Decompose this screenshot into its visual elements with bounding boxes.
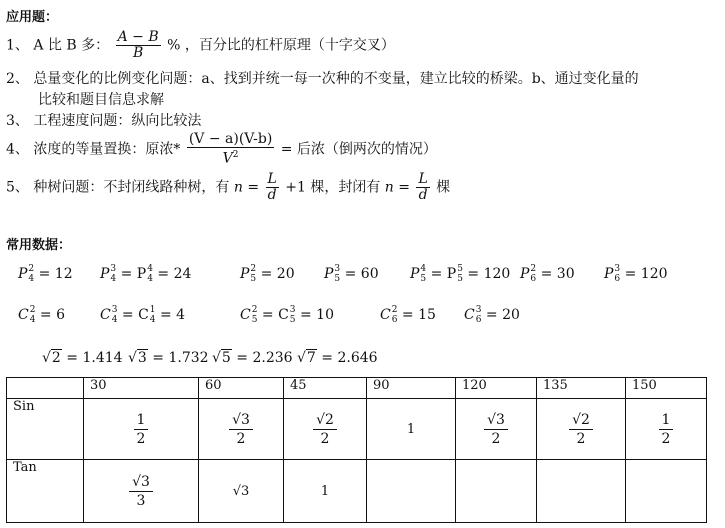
- perm-5-letter: P: [520, 266, 530, 282]
- combination-item: [464, 305, 520, 325]
- sin-cell-numerator: √2: [313, 411, 337, 430]
- item-4-prefix: 浓度的等量置换：原浓*: [33, 141, 181, 158]
- item-3-text: 工程速度问题：纵向比较法: [33, 113, 202, 129]
- sin-cell-denominator: 2: [236, 430, 246, 447]
- perm-2-letter: P: [240, 266, 250, 282]
- comb-4-superscript: 3: [475, 305, 482, 315]
- item-2-line-1: 总量变化的比例变化问题：a、找到并统一每一次种的不变量，建立比较的桥梁。b、通过变化量的: [33, 71, 639, 87]
- combination-eq: = 6: [35, 307, 65, 323]
- perm-0-superscript: 2: [28, 264, 35, 274]
- comb-4-symbol: [464, 305, 481, 325]
- item-5-mid: +1 棵，封闭有: [285, 179, 381, 196]
- sin-cell: 1: [367, 399, 456, 460]
- perm2-1-symbol: [146, 264, 153, 284]
- permutation-item: [604, 264, 668, 284]
- sin-cell-denominator: 2: [576, 430, 586, 447]
- item-5: [6, 172, 450, 203]
- sin-cell-denominator: 2: [491, 430, 501, 447]
- comb-0-subscript: 4: [29, 315, 36, 325]
- perm-4-letter: P: [410, 266, 420, 282]
- comb-1-subscript: 4: [111, 315, 118, 325]
- perm-5-subscript: 6: [530, 274, 537, 284]
- comb2-1-superscript: 1: [149, 305, 156, 315]
- item-5-fraction-open-denominator: d: [267, 187, 277, 203]
- item-1-suffix: % ，百分比的杠杆原理（十字交叉）: [167, 37, 395, 54]
- permutation-eq2: = 120: [462, 266, 511, 282]
- comb-2-symbol: [240, 305, 257, 325]
- comb-3-superscript: 2: [391, 305, 398, 315]
- comb2-2-symbol: [289, 305, 296, 325]
- item-5-fraction-open-numerator: L: [267, 171, 277, 187]
- perm-3-subscript: 5: [334, 274, 341, 284]
- combination-eq2: = 10: [295, 307, 334, 323]
- comb2-2-superscript: 3: [289, 305, 296, 315]
- item-1-fraction: [116, 30, 161, 61]
- item-5-fraction-closed: [416, 172, 429, 203]
- comb-1-superscript: 3: [111, 305, 118, 315]
- perm-5-superscript: 2: [530, 264, 537, 274]
- perm2-1-subscript: 4: [147, 274, 153, 284]
- sqrt-value: = 2.236: [231, 350, 293, 366]
- combination-eq2: = 4: [155, 307, 186, 323]
- table-header-cell: 30: [84, 378, 199, 399]
- sin-cell: [537, 399, 626, 460]
- table-header-cell: 120: [456, 378, 537, 399]
- item-2-line-2: 比较和题目信息求解: [38, 92, 164, 108]
- sin-label: Sin: [7, 399, 84, 460]
- sin-cell-fraction: [569, 411, 593, 448]
- perm-6-letter: P: [604, 266, 614, 282]
- comb2-2-subscript: 5: [289, 315, 296, 325]
- sqrt-radicand: 2: [51, 350, 61, 366]
- comb2-1-subscript: 4: [149, 315, 156, 325]
- combination-eq: = 20: [481, 307, 520, 323]
- sin-cell-denominator: 2: [136, 430, 146, 447]
- item-5-n-open: n: [233, 179, 243, 196]
- perm2-4-subscript: 5: [457, 274, 463, 284]
- perm2-1-superscript: 4: [147, 264, 153, 274]
- item-4-number: 4、: [6, 141, 29, 158]
- sin-cell-numerator: √3: [484, 411, 508, 430]
- comb-4-subscript: 6: [475, 315, 482, 325]
- permutation-item: [100, 264, 191, 284]
- item-2: [6, 68, 639, 88]
- perm-1-symbol: [100, 264, 116, 284]
- combination-item: [240, 305, 334, 325]
- permutation-eq: = 12: [34, 266, 73, 282]
- perm-2-superscript: 2: [250, 264, 257, 274]
- permutation-item: [410, 264, 510, 284]
- permutation-eq2: = 24: [152, 266, 192, 282]
- tan-label: Tan: [7, 460, 84, 523]
- sin-cell: [456, 399, 537, 460]
- comb-2-subscript: 5: [251, 315, 258, 325]
- permutation-eq: = 20: [256, 266, 295, 282]
- perm-6-subscript: 6: [614, 274, 621, 284]
- sqrt-value: = 1.414: [61, 350, 123, 366]
- perm-4-symbol: [410, 264, 426, 284]
- item-5-fraction-open: [266, 172, 279, 203]
- permutation-item: [240, 264, 295, 284]
- sqrt-sign: √5: [212, 350, 231, 366]
- sin-cell-denominator: 2: [320, 430, 330, 447]
- comb-2-letter: C: [240, 307, 251, 323]
- permutation-eq: = P: [116, 266, 147, 282]
- item-5-suffix: 棵: [436, 179, 451, 196]
- comb-0-letter: C: [18, 307, 29, 323]
- tan-cell-denominator: 3: [136, 492, 146, 509]
- square-root-item: [128, 350, 209, 366]
- comb-1-letter: C: [100, 307, 111, 323]
- comb2-1-symbol: [149, 305, 156, 325]
- square-root-item: [42, 350, 123, 366]
- sin-cell-numerator: √3: [229, 411, 253, 430]
- sqrt-radicand: 7: [306, 350, 316, 366]
- combination-eq: = 15: [397, 307, 436, 323]
- perm-6-symbol: [604, 264, 620, 284]
- sin-cell-numerator: 1: [659, 411, 674, 430]
- sin-cell-fraction: [659, 411, 674, 448]
- tan-cell: [456, 460, 537, 523]
- item-4-den-variable: V: [222, 150, 233, 167]
- table-header-row: [7, 378, 707, 399]
- comb-3-subscript: 6: [391, 315, 398, 325]
- perm-4-superscript: 4: [420, 264, 427, 274]
- combination-eq: = C: [257, 307, 289, 323]
- perm-0-subscript: 4: [28, 274, 35, 284]
- item-1-number: 1、: [6, 37, 29, 54]
- comb-0-symbol: [18, 305, 35, 325]
- perm-1-superscript: 3: [110, 264, 117, 274]
- item-5-equals-closed: =: [398, 179, 411, 196]
- sqrt-sign: √2: [42, 350, 61, 366]
- sin-cell-numerator: 1: [134, 411, 149, 430]
- item-5-equals-open: =: [247, 179, 260, 196]
- table-header-cell: 150: [626, 378, 707, 399]
- perm-4-subscript: 5: [420, 274, 427, 284]
- permutation-eq: = 60: [340, 266, 379, 282]
- permutation-eq: = 30: [536, 266, 575, 282]
- comb-3-symbol: [380, 305, 397, 325]
- square-root-item: [212, 350, 293, 366]
- trig-table: [6, 377, 707, 523]
- perm-5-symbol: [520, 264, 536, 284]
- section-title-applications: 应用题：: [6, 10, 59, 25]
- combination-item: [18, 305, 65, 325]
- item-4: [6, 132, 437, 167]
- comb-2-superscript: 2: [251, 305, 258, 315]
- tan-cell-numerator: √3: [129, 473, 153, 492]
- permutation-eq: = 120: [620, 266, 668, 282]
- sin-cell: [626, 399, 707, 460]
- table-header-cell: [7, 378, 84, 399]
- sin-cell-denominator: 2: [661, 430, 671, 447]
- sin-cell-fraction: [313, 411, 337, 448]
- sqrt-value: = 1.732: [147, 350, 209, 366]
- sqrt-sign: √7: [297, 350, 316, 366]
- perm-0-symbol: [18, 264, 34, 284]
- item-3: [6, 110, 201, 130]
- combination-eq: = C: [117, 307, 149, 323]
- permutation-eq: = P: [426, 266, 457, 282]
- sin-cell: [199, 399, 284, 460]
- item-4-fraction-denominator: [187, 148, 274, 167]
- perm-1-subscript: 4: [110, 274, 117, 284]
- table-header-cell: 45: [284, 378, 367, 399]
- sin-cell-fraction: [229, 411, 253, 448]
- comb-3-letter: C: [380, 307, 391, 323]
- item-1-prefix: A 比 B 多：: [33, 37, 110, 54]
- item-5-fraction-closed-denominator: d: [418, 187, 428, 203]
- permutation-item: [520, 264, 575, 284]
- comb-1-symbol: [100, 305, 117, 325]
- tan-cell: [626, 460, 707, 523]
- tan-cell: [537, 460, 626, 523]
- square-root-item: [297, 350, 378, 366]
- table-row-sin: [7, 399, 707, 460]
- item-1-fraction-denominator: B: [132, 45, 144, 61]
- comb-4-letter: C: [464, 307, 475, 323]
- perm2-4-superscript: 5: [457, 264, 463, 274]
- tan-cell: [84, 460, 199, 523]
- item-2-number: 2、: [6, 71, 29, 87]
- tan-cell: 1: [284, 460, 367, 523]
- item-3-number: 3、: [6, 113, 29, 129]
- perm-2-subscript: 5: [250, 274, 257, 284]
- sin-cell: [84, 399, 199, 460]
- item-4-fraction: [187, 132, 274, 167]
- item-5-number: 5、: [6, 179, 29, 196]
- item-5-n-closed: n: [384, 179, 394, 196]
- table-header-cell: 135: [537, 378, 626, 399]
- tan-cell: √3: [199, 460, 284, 523]
- sqrt-radicand: 5: [221, 350, 231, 366]
- table-row-tan: [7, 460, 707, 523]
- perm-3-superscript: 3: [334, 264, 341, 274]
- section-title-common-data: 常用数据：: [6, 238, 72, 253]
- perm-1-letter: P: [100, 266, 110, 282]
- tan-cell: [367, 460, 456, 523]
- sin-cell: [284, 399, 367, 460]
- table-header-cell: 60: [199, 378, 284, 399]
- tan-cell-fraction: [129, 473, 153, 510]
- item-5-fraction-closed-numerator: L: [418, 171, 428, 187]
- perm-0-letter: P: [18, 266, 28, 282]
- perm-6-superscript: 3: [614, 264, 621, 274]
- permutation-item: [324, 264, 379, 284]
- perm-3-letter: P: [324, 266, 334, 282]
- combination-item: [100, 305, 185, 325]
- perm2-4-symbol: [456, 264, 463, 284]
- sqrt-value: = 2.646: [316, 350, 378, 366]
- item-5-prefix: 种树问题：不封闭线路种树，有: [33, 179, 230, 196]
- item-4-den-exponent: 2: [232, 150, 239, 160]
- sin-cell-fraction: [134, 411, 149, 448]
- item-1-fraction-numerator: A − B: [117, 29, 159, 45]
- permutation-item: [18, 264, 73, 284]
- sin-cell-fraction: [484, 411, 508, 448]
- sin-cell-numerator: √2: [569, 411, 593, 430]
- perm-2-symbol: [240, 264, 256, 284]
- table-header-cell: 90: [367, 378, 456, 399]
- comb-0-superscript: 2: [29, 305, 36, 315]
- sqrt-sign: √3: [128, 350, 147, 366]
- item-1: [6, 30, 395, 61]
- combination-item: [380, 305, 436, 325]
- sqrt-radicand: 3: [137, 350, 147, 366]
- item-4-fraction-numerator: (V − a)(V-b): [188, 131, 273, 147]
- item-4-suffix: = 后浓（倒两次的情况）: [280, 141, 437, 158]
- perm-3-symbol: [324, 264, 340, 284]
